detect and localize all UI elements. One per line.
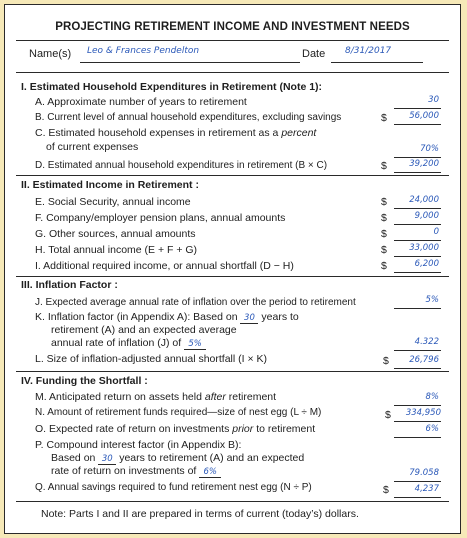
- line-q-dollar: $: [383, 484, 389, 496]
- line-m-underline: [394, 405, 441, 406]
- line-p-underline: [394, 481, 441, 482]
- line-a-value: 30: [428, 95, 439, 105]
- line-d-label: D. Estimated annual household expenditures in retirement (B × C): [35, 160, 328, 171]
- line-i-underline: [394, 272, 441, 273]
- section-4-divider: [16, 501, 449, 502]
- worksheet-title: PROJECTING RETIREMENT INCOME AND INVESTMENT NEEDS: [55, 21, 410, 33]
- line-k-label: K. Inflation factor (in Appendix A): Based on 30 years to: [35, 311, 299, 323]
- line-i-label: I. Additional required income, or annual shortfall (D − H): [35, 260, 294, 272]
- section-1-heading: I. Estimated Household Expenditures in Retirement (Note 1):: [21, 81, 323, 93]
- line-p-rate: 6%: [199, 467, 221, 478]
- line-b-dollar: $: [381, 112, 387, 124]
- line-m-label: M. Anticipated return on assets held after retirement: [35, 391, 277, 403]
- line-a-underline: [394, 108, 441, 109]
- line-k-value: 4.322: [414, 337, 439, 347]
- line-k-rate: 5%: [184, 339, 206, 350]
- line-k-label-cont2: annual rate of inflation (J) of 5%: [51, 337, 206, 350]
- line-k-label-cont: retirement (A) and an expected average: [51, 324, 237, 336]
- line-o-underline: [394, 437, 441, 438]
- line-b-label: B. Current level of annual household expenditures, excluding savings: [35, 112, 342, 123]
- date-underline: [331, 62, 423, 63]
- line-l-value: 26,796: [409, 355, 439, 365]
- line-g-value: 0: [433, 227, 439, 237]
- line-p-years: 30: [98, 454, 116, 465]
- line-c-label-cont: of current expenses: [46, 141, 139, 153]
- line-c-underline: [394, 157, 441, 158]
- line-e-label: E. Social Security, annual income: [35, 196, 191, 208]
- line-e-value: 24,000: [409, 195, 439, 205]
- line-j-value: 5%: [425, 295, 439, 305]
- section-4-heading: IV. Funding the Shortfall :: [21, 375, 148, 387]
- names-value: Leo & Frances Pendelton: [87, 46, 200, 56]
- line-h-underline: [394, 256, 441, 257]
- line-f-label: F. Company/employer pension plans, annual amounts: [35, 212, 286, 224]
- section-2-heading: II. Estimated Income in Retirement :: [21, 179, 199, 191]
- line-o-value: 6%: [425, 424, 439, 434]
- names-label: Name(s): [29, 48, 72, 60]
- line-f-underline: [394, 224, 441, 225]
- worksheet: [4, 4, 461, 534]
- section-3-heading: III. Inflation Factor :: [21, 279, 118, 291]
- line-b-underline: [394, 124, 441, 125]
- line-f-value: 9,000: [414, 211, 439, 221]
- line-j-label: J. Expected average annual rate of inflation over the period to retirement: [35, 297, 356, 308]
- line-b-value: 56,000: [409, 111, 439, 121]
- names-underline: [80, 62, 300, 63]
- line-p-label-cont2: rate of return on investments of 6%: [51, 465, 221, 478]
- line-g-underline: [394, 240, 441, 241]
- line-m-value: 8%: [425, 392, 439, 402]
- line-n-underline: [394, 421, 441, 422]
- line-j-underline: [394, 308, 441, 309]
- line-i-dollar: $: [381, 260, 387, 272]
- line-p-value: 79.058: [409, 468, 439, 478]
- line-l-label: L. Size of inflation-adjusted annual shortfall (I × K): [35, 353, 268, 365]
- section-3-divider: [16, 371, 449, 372]
- line-l-dollar: $: [383, 355, 389, 367]
- line-p-label-cont: Based on 30 years to retirement (A) and an expected: [51, 452, 305, 464]
- line-c-label: C. Estimated household expenses in retirement as a percent: [35, 127, 317, 139]
- line-a-label: A. Approximate number of years to retirement: [35, 96, 247, 108]
- line-k-years: 30: [240, 313, 258, 324]
- line-f-dollar: $: [381, 212, 387, 224]
- line-d-value: 39,200: [409, 159, 439, 169]
- line-q-value: 4,237: [414, 484, 439, 494]
- date-value: 8/31/2017: [345, 46, 392, 56]
- line-n-value: 334,950: [405, 408, 441, 418]
- line-n-dollar: $: [385, 409, 391, 421]
- line-h-dollar: $: [381, 244, 387, 256]
- section-2-divider: [16, 276, 449, 277]
- section-1-divider: [16, 175, 449, 176]
- line-k-underline: [394, 350, 441, 351]
- line-c-value: 70%: [420, 144, 439, 154]
- line-e-dollar: $: [381, 196, 387, 208]
- line-d-underline: [394, 172, 441, 173]
- footnote: Note: Parts I and II are prepared in terms of current (today’s) dollars.: [41, 508, 359, 520]
- line-g-dollar: $: [381, 228, 387, 240]
- line-o-label: O. Expected rate of return on investments prior to retirement: [35, 423, 316, 435]
- line-q-underline: [394, 497, 441, 498]
- line-g-label: G. Other sources, annual amounts: [35, 228, 196, 240]
- line-p-label: P. Compound interest factor (in Appendix B):: [35, 439, 242, 451]
- line-d-dollar: $: [381, 160, 387, 172]
- line-h-label: H. Total annual income (E + F + G): [35, 244, 198, 256]
- line-e-underline: [394, 208, 441, 209]
- line-l-underline: [394, 368, 441, 369]
- header-divider: [16, 72, 449, 73]
- line-n-label: N. Amount of retirement funds required—size of nest egg (L ÷ M): [35, 407, 322, 418]
- line-q-label: Q. Annual savings required to fund retirement nest egg (N ÷ P): [35, 482, 312, 493]
- date-label: Date: [302, 48, 326, 60]
- title-divider: [16, 40, 449, 41]
- line-i-value: 6,200: [414, 259, 439, 269]
- line-h-value: 33,000: [409, 243, 439, 253]
